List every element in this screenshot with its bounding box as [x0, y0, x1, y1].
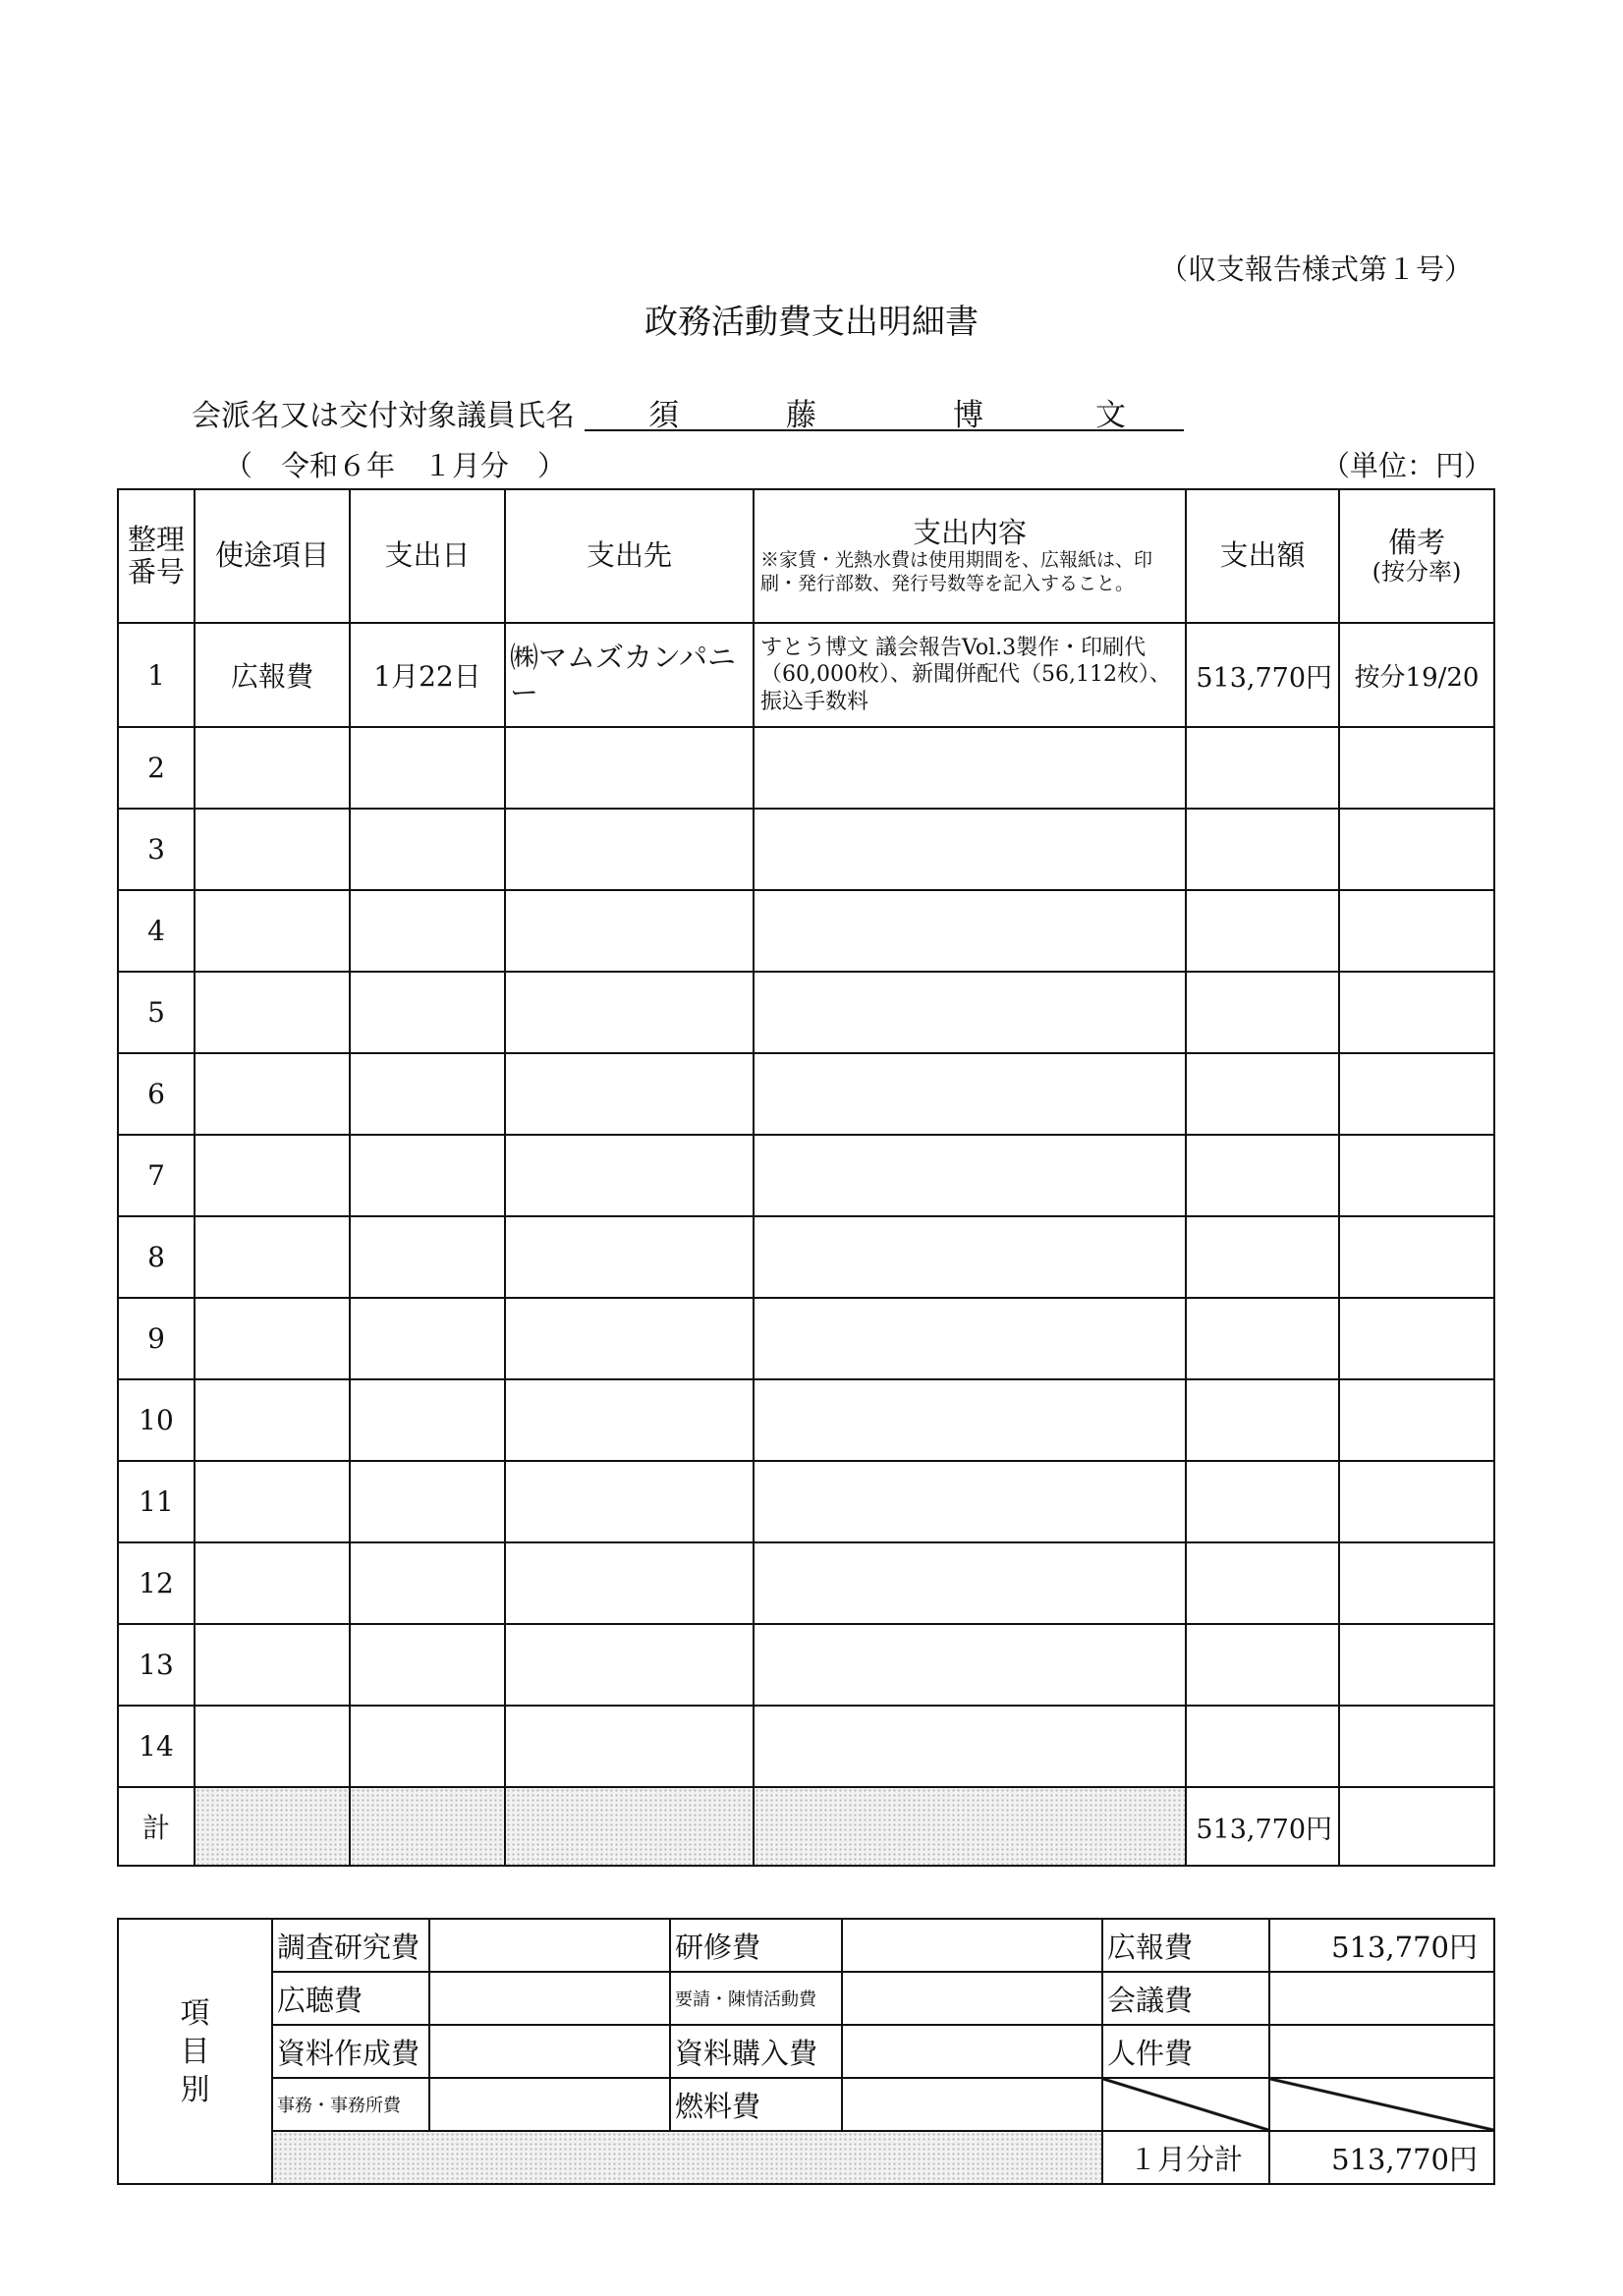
- category-label: 調査研究費: [272, 1919, 429, 1972]
- cell-remarks: [1339, 1216, 1494, 1298]
- col-header-amount: 支出額: [1186, 489, 1339, 623]
- cell-no: 8: [118, 1216, 195, 1298]
- table-row: [118, 1216, 1494, 1298]
- col-header-date: 支出日: [350, 489, 505, 623]
- cell-content: [754, 1542, 1186, 1624]
- cell-no: 6: [118, 1053, 195, 1135]
- category-value: [1269, 1972, 1494, 2025]
- category-label: 研修費: [670, 1919, 842, 1972]
- table-row: [118, 972, 1494, 1053]
- cell-date: [350, 1542, 505, 1624]
- cell-no: 7: [118, 1135, 195, 1216]
- content-header-note: ※家賃・光熱水費は使用期間を、広報紙は、印刷・発行部数、発行号数等を記入すること。: [760, 548, 1153, 594]
- cell-payee: [505, 1135, 754, 1216]
- category-value: [1269, 2025, 1494, 2078]
- cell-date: [350, 1053, 505, 1135]
- shaded-cell: [505, 1787, 754, 1866]
- col-header-no: 整理番号: [118, 489, 195, 623]
- summary-row: [118, 1919, 1494, 1972]
- cell-content: [754, 890, 1186, 972]
- cell-amount: [1186, 1624, 1339, 1706]
- shaded-cell: [195, 1787, 350, 1866]
- cell-content: [754, 1298, 1186, 1379]
- cell-content: [754, 809, 1186, 890]
- page-title: 政務活動費支出明細書: [644, 303, 979, 342]
- cell-date: [350, 890, 505, 972]
- report-period: （ 令和６年 １月分 ）: [224, 449, 567, 482]
- faction-label: 会派名又は交付対象議員氏名: [192, 399, 575, 433]
- cell-remarks: [1339, 1542, 1494, 1624]
- cell-payee: [505, 1706, 754, 1787]
- category-label: 広聴費: [272, 1972, 429, 2025]
- col-header-payee: 支出先: [505, 489, 754, 623]
- table-row: [118, 809, 1494, 890]
- cell-amount: 513,770円: [1186, 623, 1339, 727]
- shaded-cell: [272, 2131, 1102, 2184]
- cell-payee: [505, 727, 754, 809]
- table-row: [118, 1135, 1494, 1216]
- cell-amount: [1186, 727, 1339, 809]
- cell-use: [195, 972, 350, 1053]
- cell-use: [195, 727, 350, 809]
- cell-no: 11: [118, 1461, 195, 1542]
- cell-date: [350, 1216, 505, 1298]
- cell-no: 12: [118, 1542, 195, 1624]
- cell-content: [754, 727, 1186, 809]
- category-value: [842, 2078, 1102, 2131]
- cell-no: 13: [118, 1624, 195, 1706]
- member-name-char: 須: [648, 398, 679, 433]
- cell-amount: [1186, 890, 1339, 972]
- cell-payee: ㈱マムズカンパニー: [505, 623, 754, 727]
- category-label: 資料作成費: [272, 2025, 429, 2078]
- cell-content: [754, 1053, 1186, 1135]
- form-number: （収支報告様式第１号）: [1159, 252, 1474, 286]
- cell-no: 1: [118, 623, 195, 727]
- cell-no: 4: [118, 890, 195, 972]
- table-header-row: [118, 489, 1494, 623]
- category-label: 事務・事務所費: [272, 2078, 429, 2131]
- category-value: [429, 2025, 670, 2078]
- cell-date: 1月22日: [350, 623, 505, 727]
- cell-date: [350, 1379, 505, 1461]
- cell-use: [195, 1053, 350, 1135]
- cell-amount: [1186, 1461, 1339, 1542]
- category-value: 513,770円: [1269, 1919, 1494, 1972]
- category-label: 人件費: [1102, 2025, 1269, 2078]
- remarks-header-title: 備考: [1387, 525, 1445, 559]
- crossed-out-cell: [1269, 2078, 1494, 2131]
- table-row: [118, 890, 1494, 972]
- cell-no: 9: [118, 1298, 195, 1379]
- cell-date: [350, 1298, 505, 1379]
- cell-remarks: [1339, 1461, 1494, 1542]
- member-name-char: 博: [953, 398, 983, 433]
- cell-amount: [1186, 1706, 1339, 1787]
- cell-remarks: [1339, 890, 1494, 972]
- cell-date: [350, 1461, 505, 1542]
- cell-no: 10: [118, 1379, 195, 1461]
- category-label: 資料購入費: [670, 2025, 842, 2078]
- cell-remarks: [1339, 1298, 1494, 1379]
- category-label: 燃料費: [670, 2078, 842, 2131]
- cell-remarks: [1339, 1379, 1494, 1461]
- cell-amount: [1186, 1298, 1339, 1379]
- cell-date: [350, 1706, 505, 1787]
- cell-payee: [505, 972, 754, 1053]
- shaded-cell: [754, 1787, 1186, 1866]
- cell-use: [195, 1624, 350, 1706]
- cell-use: [195, 1135, 350, 1216]
- category-label: 広報費: [1102, 1919, 1269, 1972]
- total-remarks: [1339, 1787, 1494, 1866]
- category-summary-table: [117, 1918, 1495, 2185]
- cell-remarks: [1339, 1053, 1494, 1135]
- col-header-use: 使途項目: [195, 489, 350, 623]
- section-label-text: 項目別: [180, 1995, 210, 2107]
- cell-content: [754, 1135, 1186, 1216]
- cell-content: [754, 1624, 1186, 1706]
- member-name-field: [585, 390, 1184, 431]
- remarks-header-sub: (按分率): [1371, 557, 1462, 586]
- cell-remarks: [1339, 727, 1494, 809]
- cell-amount: [1186, 809, 1339, 890]
- cell-payee: [505, 1542, 754, 1624]
- cell-use: [195, 1379, 350, 1461]
- cell-no: 3: [118, 809, 195, 890]
- member-name-char: 文: [1095, 398, 1126, 433]
- category-value: [429, 2078, 670, 2131]
- total-row: [118, 1787, 1494, 1866]
- category-value: [842, 2025, 1102, 2078]
- cell-use: [195, 890, 350, 972]
- cell-amount: [1186, 1053, 1339, 1135]
- total-amount: 513,770円: [1186, 1787, 1339, 1866]
- cell-amount: [1186, 972, 1339, 1053]
- cell-remarks: [1339, 809, 1494, 890]
- cell-use: [195, 1706, 350, 1787]
- cell-payee: [505, 1461, 754, 1542]
- section-label: [118, 1919, 272, 2184]
- col-header-remarks: [1339, 489, 1494, 623]
- cell-payee: [505, 1298, 754, 1379]
- cell-date: [350, 1624, 505, 1706]
- cell-payee: [505, 1216, 754, 1298]
- cell-remarks: [1339, 972, 1494, 1053]
- category-value: [429, 1972, 670, 2025]
- cell-use: [195, 1461, 350, 1542]
- table-row: [118, 1706, 1494, 1787]
- total-label: 計: [118, 1787, 195, 1866]
- cell-amount: [1186, 1542, 1339, 1624]
- expense-table: [117, 488, 1495, 1867]
- cell-payee: [505, 890, 754, 972]
- summary-row: [118, 2025, 1494, 2078]
- table-row: [118, 727, 1494, 809]
- cell-use: [195, 1542, 350, 1624]
- shaded-cell: [350, 1787, 505, 1866]
- cell-use: 広報費: [195, 623, 350, 727]
- cell-date: [350, 809, 505, 890]
- cell-use: [195, 1216, 350, 1298]
- cell-amount: [1186, 1216, 1339, 1298]
- cell-content: [754, 1461, 1186, 1542]
- cell-payee: [505, 1379, 754, 1461]
- cell-remarks: [1339, 1135, 1494, 1216]
- cell-no: 5: [118, 972, 195, 1053]
- cell-content: [754, 972, 1186, 1053]
- summary-row: [118, 2078, 1494, 2131]
- cell-use: [195, 1298, 350, 1379]
- cell-date: [350, 972, 505, 1053]
- category-value: [842, 1919, 1102, 1972]
- table-row: [118, 1298, 1494, 1379]
- month-total-value: 513,770円: [1269, 2131, 1494, 2184]
- table-row: [118, 1624, 1494, 1706]
- member-name-char: 藤: [786, 398, 816, 433]
- content-header-title: 支出内容: [912, 515, 1027, 549]
- category-value: [429, 1919, 670, 1972]
- cell-content: [754, 1216, 1186, 1298]
- cell-no: 2: [118, 727, 195, 809]
- category-label: 要請・陳情活動費: [670, 1972, 842, 2025]
- crossed-out-cell: [1102, 2078, 1269, 2131]
- cell-no: 14: [118, 1706, 195, 1787]
- cell-payee: [505, 1053, 754, 1135]
- cell-date: [350, 1135, 505, 1216]
- cell-remarks: 按分19/20: [1339, 623, 1494, 727]
- category-label: 会議費: [1102, 1972, 1269, 2025]
- cell-amount: [1186, 1135, 1339, 1216]
- cell-content: [754, 1379, 1186, 1461]
- cell-content: すとう博文 議会報告Vol.3製作・印刷代（60,000枚）、新聞併配代（56,112枚）、振込手数料: [754, 623, 1186, 727]
- month-total-label: １月分計: [1102, 2131, 1269, 2184]
- cell-date: [350, 727, 505, 809]
- summary-total-row: [118, 2131, 1494, 2184]
- table-row: [118, 1379, 1494, 1461]
- table-row: [118, 1053, 1494, 1135]
- cell-payee: [505, 809, 754, 890]
- cell-content: [754, 1706, 1186, 1787]
- table-row: [118, 1461, 1494, 1542]
- cell-remarks: [1339, 1706, 1494, 1787]
- cell-use: [195, 809, 350, 890]
- col-header-content: [754, 489, 1186, 623]
- table-row: [118, 1542, 1494, 1624]
- cell-amount: [1186, 1379, 1339, 1461]
- summary-row: [118, 1972, 1494, 2025]
- unit-label: （単位：円）: [1321, 449, 1493, 482]
- cell-payee: [505, 1624, 754, 1706]
- cell-remarks: [1339, 1624, 1494, 1706]
- category-value: [842, 1972, 1102, 2025]
- table-row: [118, 623, 1494, 727]
